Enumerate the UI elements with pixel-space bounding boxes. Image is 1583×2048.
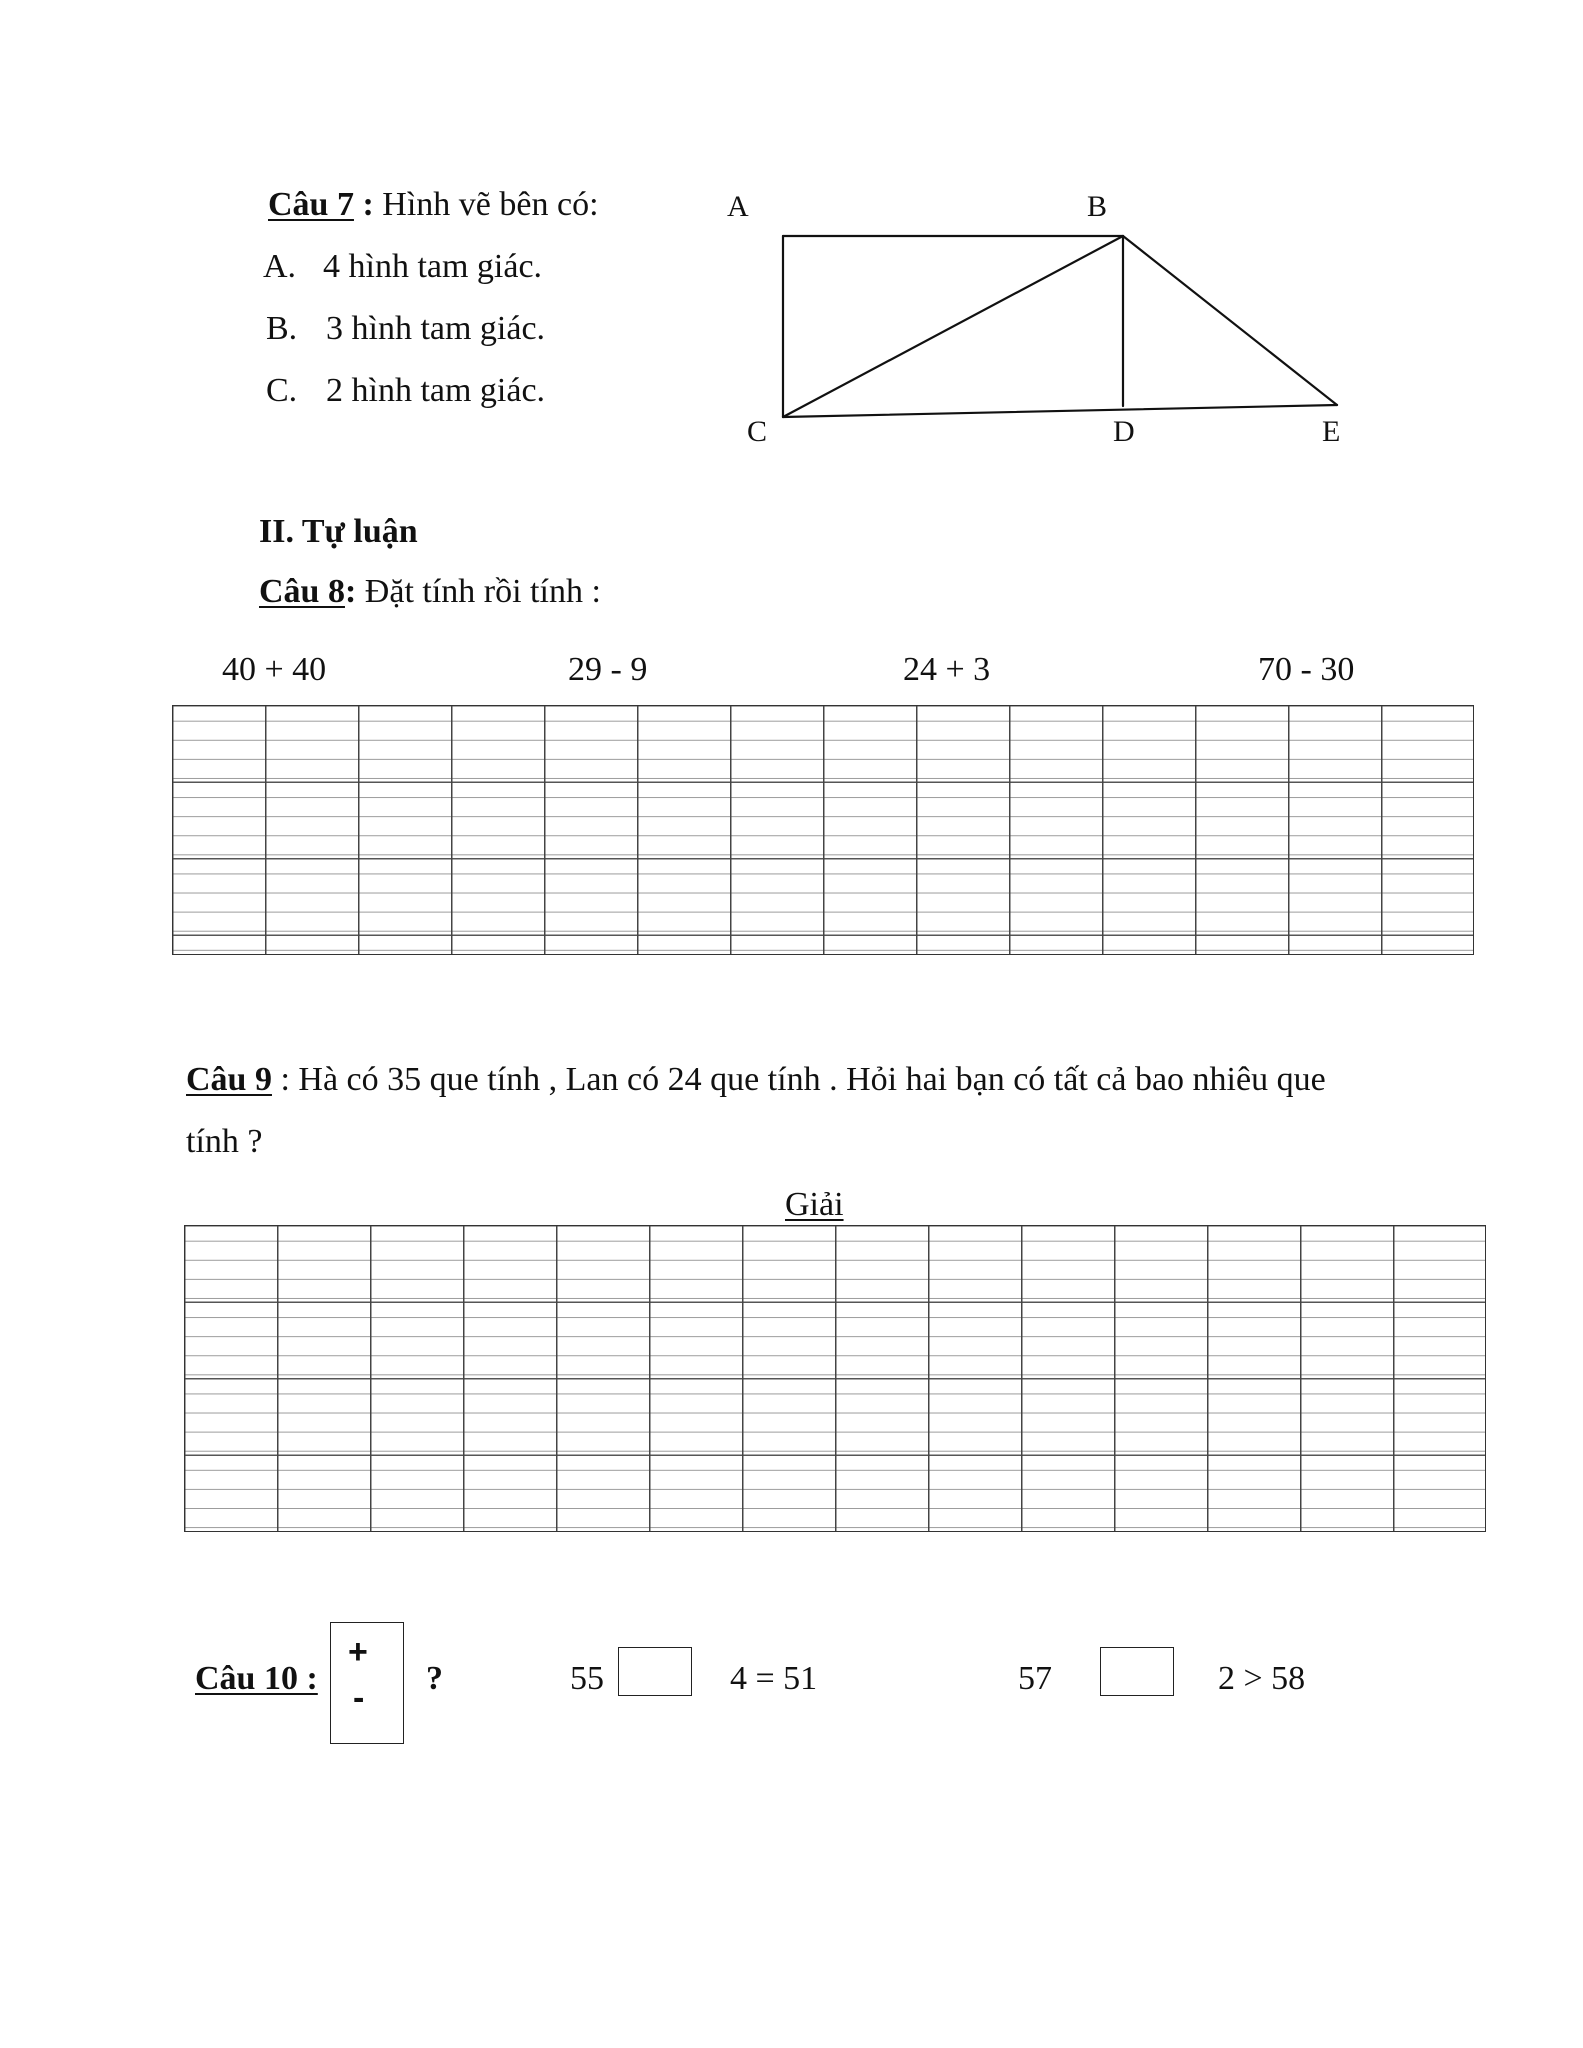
q10-eq1-answer-box[interactable] [618,1647,692,1696]
q9-writing-grid[interactable] [184,1225,1486,1532]
q7-prompt [268,188,599,222]
q8-writing-grid[interactable] [172,705,1474,955]
q7-option-b-text: 3 hình tam giác. [326,310,546,347]
q8-expression-1: 40 + 40 [222,651,327,688]
q8-expression-3: 24 + 3 [903,651,991,688]
point-label-d: D [1113,415,1135,448]
q7-option-c-text: 2 hình tam giác. [326,372,546,409]
q9-text-line1: : Hà có 35 que tính , Lan có 24 que tính . Hỏi hai bạn có tất cả bao nhiêu que [271,1061,1326,1098]
section-title: II. Tự luận [259,513,418,550]
q10-question-mark: ? [426,1660,443,1697]
minus-sign: - [353,1679,365,1717]
q7-option-a [263,250,542,284]
q9-label: Câu 9 [186,1061,272,1098]
q10-eq1-right: 4 = 51 [730,1660,818,1697]
q7-label: Câu 7 [268,186,354,223]
segment-cb [783,236,1123,417]
q7-option-b-letter: B. [266,310,298,347]
q10-label: Câu 10 : [195,1660,318,1697]
segment-be [1123,236,1337,405]
q10-eq2-answer-box[interactable] [1100,1647,1174,1696]
q8-label: Câu 8 [259,573,345,610]
point-label-b: B [1087,190,1108,223]
q8-text: Đặt tính rồi tính : [356,573,601,610]
q7-option-a-letter: A. [263,248,297,285]
q8-colon: : [344,573,357,610]
point-label-c: C [747,415,768,448]
plus-sign: + [348,1633,368,1671]
q9-prompt-line2: tính ? [186,1123,263,1160]
q7-option-b [266,312,545,346]
q8-expression-4: 70 - 30 [1258,651,1355,688]
point-label-e: E [1322,415,1341,448]
q7-text: Hình vẽ bên có: [373,186,599,223]
q7-option-c-letter: C. [266,372,298,409]
q8-prompt [259,575,601,609]
q10-eq1-left: 55 [570,1660,604,1697]
q9-solution-label: Giải [785,1186,844,1223]
q7-option-a-text: 4 hình tam giác. [323,248,543,285]
q9-prompt-line1 [186,1063,1326,1097]
q7-option-c [266,374,545,408]
q10-eq2-left: 57 [1018,1660,1052,1697]
q10-eq2-right: 2 > 58 [1218,1660,1306,1697]
q7-colon: : [353,186,374,223]
segment-ce [783,405,1337,417]
point-label-a: A [727,190,749,223]
q8-expression-2: 29 - 9 [568,651,648,688]
q10-sign-box [330,1622,404,1744]
